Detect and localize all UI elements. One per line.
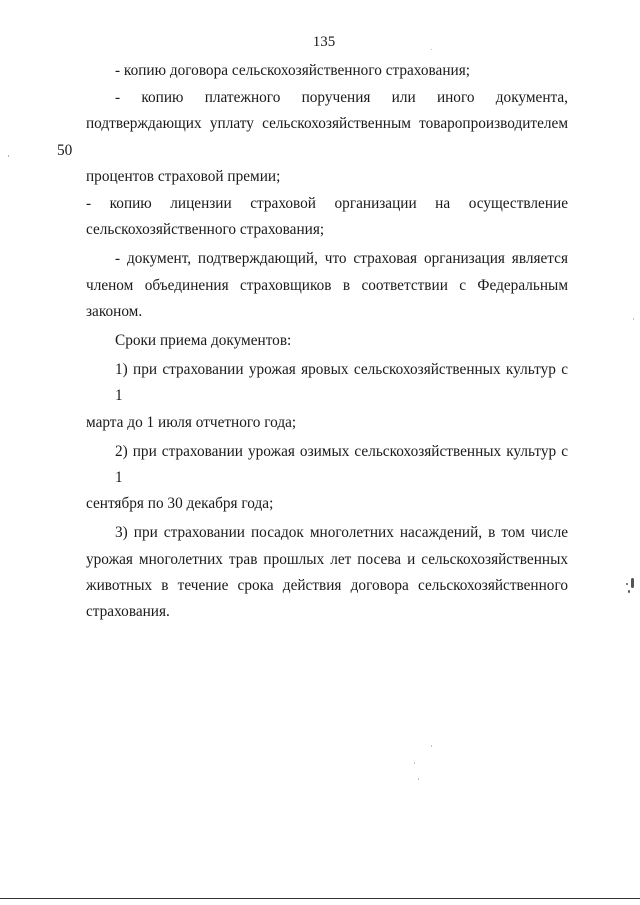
paragraph-license-copy (86, 191, 568, 243)
paragraph-payment-order (57, 85, 568, 190)
text-line: животных в течение срока действия договора сельскохозяйственного (86, 576, 568, 594)
scan-speck (631, 578, 634, 588)
bottom-border-line (0, 898, 640, 899)
scan-speck (418, 778, 419, 780)
text-line: марта до 1 июля отчетного года; (86, 413, 297, 431)
text-line: подтверждающих уплату сельскохозяйственным товаропроизводителем 50 (57, 115, 568, 159)
text-line: страхования. (86, 603, 170, 621)
document-body (57, 58, 568, 625)
text-line: 1) при страховании урожая яровых сельскохозяйственных культур с 1 (115, 361, 568, 405)
paragraph-perennial-plantings (86, 520, 568, 625)
scan-speck (431, 745, 432, 747)
paragraph-deadlines-heading (86, 328, 568, 354)
text-line: сельскохозяйственного страхования; (86, 221, 325, 239)
text-line: - копию платежного поручения или иного документа, (115, 89, 568, 107)
text-line: членом объединения страховщиков в соответствии с Федеральным (86, 276, 568, 294)
scan-speck (626, 583, 628, 585)
text-line: Сроки приема документов: (115, 332, 292, 350)
scan-speck (414, 762, 415, 764)
scan-speck (8, 155, 9, 157)
text-line: урожая многолетних трав прошлых лет посева и сельскохозяйственных (86, 550, 568, 568)
scan-speck (628, 590, 630, 593)
page-number: 135 (312, 34, 336, 50)
paragraph-contract-copy (86, 58, 568, 84)
paragraph-winter-crops (86, 439, 568, 518)
scan-speck (633, 318, 634, 320)
text-line: процентов страховой премии; (86, 167, 281, 185)
scan-speck (431, 49, 432, 50)
paragraph-membership-document (86, 246, 568, 325)
text-line: - документ, подтверждающий, что страховая организация является (115, 250, 568, 268)
text-line: законом. (86, 302, 143, 320)
text-line: - копию лицензии страховой организации на осуществление (86, 195, 568, 213)
paragraph-spring-crops (86, 357, 568, 436)
text-line: 2) при страховании урожая озимых сельскохозяйственных культур с 1 (115, 442, 568, 487)
text-line: - копию договора сельскохозяйственного страхования; (115, 62, 470, 79)
text-line: сентября по 30 декабря года; (86, 495, 274, 513)
text-line: 3) при страховании посадок многолетних насаждений, в том числе (115, 524, 568, 542)
